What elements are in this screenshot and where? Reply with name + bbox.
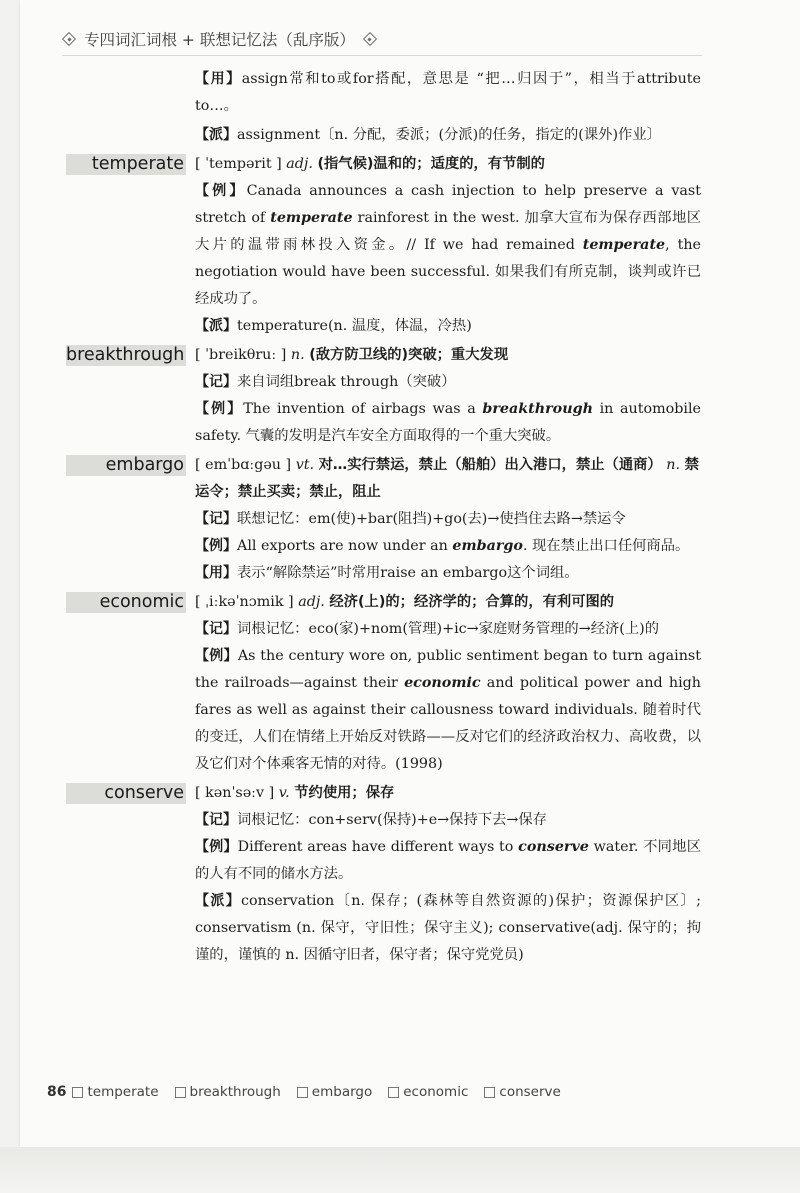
headword-text: embargo (105, 455, 184, 475)
note-text: in automobile safety. 气囊的发明是汽车安全方面取得的一个重大突破。 (195, 401, 702, 444)
derivative-text: assignment〔n. 分配，委派；(分派)的任务，指定的(课外)作业〕 (237, 127, 661, 143)
footer-word: temperate (72, 1084, 158, 1100)
note-text: 词根记忆：eco(家)+nom(管理)+ic→家庭财务管理的→经济(上)的 (237, 621, 660, 637)
definition: 节约使用；保存 (294, 785, 395, 801)
part-of-speech: n. (666, 457, 681, 473)
checkbox-icon (175, 1087, 186, 1098)
entry-note (195, 807, 701, 834)
section-tag: 【用】 (195, 565, 237, 581)
entry-note (195, 616, 701, 643)
diamond-ornament-icon (363, 32, 377, 46)
book-title: 专四词汇词根 + 联想记忆法（乱序版） (84, 31, 355, 49)
phonetic: [ ˈtempərit ] (195, 156, 282, 172)
footer-word: conserve (484, 1084, 560, 1100)
word-entry (0, 342, 800, 450)
phonetic: [ ˈbreikθruː ] (195, 347, 287, 363)
definition: (敌方防卫线的)突破；重大发现 (309, 347, 509, 363)
keyword: temperate (582, 237, 666, 253)
footer-word: economic (388, 1084, 468, 1100)
section-tag: 【例】 (195, 538, 237, 554)
word-entry (0, 452, 800, 587)
note-text: , the negotiation would have been successful. 如果我们有所克制，谈判或许已经成功了。 (195, 237, 701, 307)
keyword: breakthrough (482, 401, 593, 417)
keyword: economic (404, 675, 481, 691)
entry-note (195, 834, 701, 888)
headword-text: breakthrough (66, 345, 185, 365)
entry-note (195, 506, 701, 533)
section-tag: 【派】 (195, 127, 237, 143)
note-text: water. 不同地区的人有不同的储水方法。 (195, 839, 701, 882)
note-text: rainforest in the west. 加拿大宣布为保存西部地区大片的温带雨林投入资金。// If we had remained (195, 210, 701, 253)
section-tag: 【用】 (195, 71, 242, 87)
keyword: embargo (452, 538, 523, 554)
entry-note (195, 888, 701, 969)
definition: 禁运令；禁止买卖；禁止，阻止 (195, 457, 699, 500)
entry-list (0, 151, 800, 969)
keyword: temperate (270, 210, 353, 226)
checkbox-icon (388, 1087, 399, 1098)
entry-note (195, 178, 701, 313)
page-shadow (0, 1147, 800, 1193)
section-tag: 【派】 (195, 893, 242, 909)
part-of-speech: adj. (298, 594, 325, 610)
headword-label (66, 592, 186, 613)
definition: (指气候)温和的；适度的，有节制的 (317, 156, 545, 172)
section-tag: 【记】 (195, 511, 237, 527)
note-text: conservation〔n. 保存；(森林等自然资源的)保护；资源保护区〕; conservatism (n. 保守，守旧性；保守主义); conservative(adj. 保守的；拘谨的，谨慎的 n. 因循守旧者，保守者；保守党党员) (195, 893, 702, 963)
entry-note (195, 369, 701, 396)
note-text: 联想记忆：em(使)+bar(阻挡)+go(去)→使挡住去路→禁运令 (237, 511, 626, 527)
part-of-speech: v. (278, 785, 290, 801)
derivative-note (195, 122, 701, 149)
definition-line (195, 151, 701, 178)
headword-label (66, 345, 186, 366)
headword-text: conserve (104, 783, 184, 803)
section-tag: 【例】 (195, 183, 247, 199)
footer-word: embargo (297, 1084, 372, 1100)
section-tag: 【记】 (195, 812, 237, 828)
note-text: Canada announces a cash injection to help preserve a vast stretch of (195, 183, 701, 226)
footer-word: breakthrough (175, 1084, 281, 1100)
phonetic: [ ˌiːkəˈnɔmik ] (195, 594, 294, 610)
headword-label (66, 783, 186, 804)
phonetic: [ kənˈsəːv ] (195, 785, 275, 801)
note-text: temperature(n. 温度，体温，冷热) (237, 318, 472, 334)
note-text: As the century wore on, public sentiment began to turn against the railroads—against their (195, 648, 701, 691)
entry-note (195, 643, 701, 778)
definition: 经济(上)的；经济学的；合算的，有利可图的 (329, 594, 615, 610)
checkbox-icon (72, 1087, 83, 1098)
note-text: All exports are now under an (237, 538, 453, 554)
note-text: Different areas have different ways to (237, 839, 519, 855)
note-text: and political power and high fares as well as against their callousness toward individuals. 随着时代的变迁，人们在情绪上开始反对铁路——反对它们的经济政治权力、高收费，以及它们对个体乘客无情的对待。(1998) (195, 675, 702, 772)
header-divider (62, 55, 702, 56)
headword-text: temperate (91, 154, 184, 174)
page-header (62, 26, 377, 52)
part-of-speech: vt. (295, 457, 315, 473)
section-tag: 【记】 (195, 374, 237, 390)
note-text: 来自词组break through（突破） (237, 374, 456, 390)
note-text: The invention of airbags was a (243, 401, 483, 417)
usage-note (195, 66, 701, 120)
section-tag: 【例】 (195, 839, 238, 855)
checkbox-icon (297, 1087, 308, 1098)
headword-text: economic (99, 592, 184, 612)
keyword: conserve (518, 839, 589, 855)
headword-label (66, 455, 186, 476)
section-tag: 【记】 (195, 621, 237, 637)
section-tag: 【例】 (195, 401, 244, 417)
checkbox-icon (484, 1087, 495, 1098)
part-of-speech: n. (290, 347, 305, 363)
part-of-speech: adj. (286, 156, 313, 172)
note-text: 表示“解除禁运”时常用raise an embargo这个词组。 (237, 565, 579, 581)
entry-note (195, 396, 701, 450)
page-number: 86 (47, 1084, 67, 1100)
section-tag: 【例】 (195, 648, 238, 664)
entry-note (195, 560, 701, 587)
word-entry (0, 151, 800, 340)
diamond-ornament-icon (62, 32, 76, 46)
entry-note (195, 313, 701, 340)
page-content (0, 66, 800, 969)
definition-line (195, 452, 701, 506)
note-text: 词根记忆：con+serv(保持)+e→保持下去→保存 (237, 812, 547, 828)
word-entry (0, 589, 800, 778)
usage-text: assign常和to或for搭配，意思是 “把…归因于”，相当于attribute to…。 (195, 71, 701, 114)
page-footer (47, 1084, 577, 1100)
entry-note (195, 533, 701, 560)
word-entry (0, 780, 800, 969)
phonetic: [ emˈbɑːgəu ] (195, 457, 292, 473)
definition-line (195, 780, 701, 807)
headword-label (66, 154, 186, 175)
definition-line (195, 589, 701, 616)
note-text: . 现在禁止出口任何商品。 (522, 538, 690, 554)
section-tag: 【派】 (195, 318, 237, 334)
definition: 对…实行禁运，禁止（船舶）出入港口，禁止（通商） (318, 457, 662, 473)
definition-line (195, 342, 701, 369)
